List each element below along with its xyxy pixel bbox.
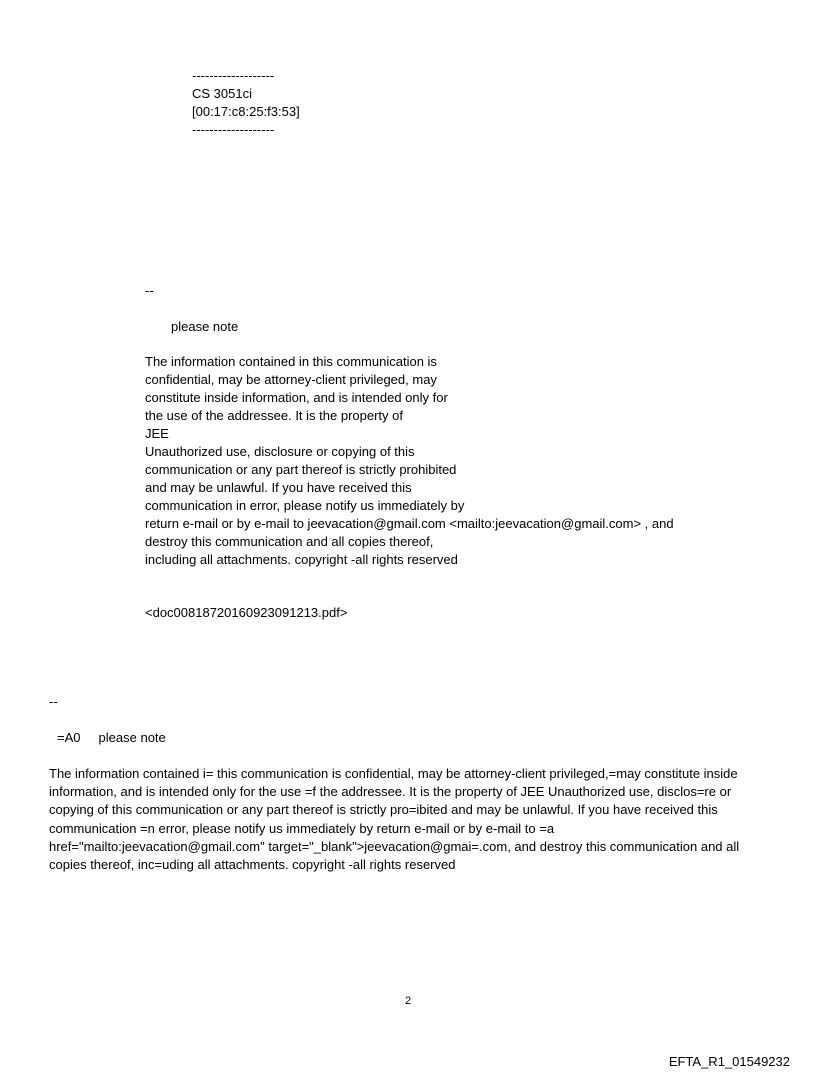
- signature-divider-top: -------------------: [192, 68, 275, 83]
- quoted-note-line: including all attachments. copyright -all rights reserved: [145, 552, 458, 567]
- device-mac-address: [00:17:c8:25:f3:53]: [192, 104, 300, 119]
- quoted-note-heading: please note: [171, 319, 239, 334]
- quoted-note-line: The information contained in this communication is: [145, 354, 437, 369]
- document-id: EFTA_R1_01549232: [668, 1054, 790, 1069]
- quoted-separator: --: [145, 283, 154, 298]
- footer-note-paragraph: The information contained i= this communication is confidential, may be attorney-client privileged,=may constitute inside information, and is intended only for the use =f the addressee. It is the property of JEE Unauthorized use, disclos=re or copying of this communication or any part thereof is strictly pro=ibited and may be unlawful. If you have received this communication =n error, please notify us immediately by return e-mail or by e-mail to =a href="mailto:jeevacation@gmail.com" target="_blank">jeevacation@gmai=.com, and destroy this communication and all copies thereof, inc=uding all attachments. copyright -all rights reserved: [49, 766, 740, 873]
- quoted-note-line: communication in error, please notify us immediately by: [145, 498, 465, 513]
- quoted-note-line: JEE: [145, 426, 169, 441]
- footer-separator: --: [49, 694, 58, 709]
- page-number: 2: [404, 995, 412, 1007]
- quoted-note-line: return e-mail or by e-mail to jeevacation@gmail.com <mailto:jeevacation@gmail.com> , and: [145, 516, 674, 531]
- quoted-note-line: destroy this communication and all copies thereof,: [145, 534, 434, 549]
- quoted-note-line: and may be unlawful. If you have received this: [145, 480, 412, 495]
- signature-divider-bottom: -------------------: [192, 122, 275, 137]
- quoted-note-line: confidential, may be attorney-client privileged, may: [145, 372, 437, 387]
- attachment-filename[interactable]: <doc00818720160923091213.pdf>: [145, 605, 348, 620]
- device-name: CS 3051ci: [192, 86, 252, 101]
- footer-note-heading: =A0 please note: [57, 730, 166, 745]
- quoted-note-line: constitute inside information, and is intended only for: [145, 390, 448, 405]
- quoted-note-line: communication or any part thereof is strictly prohibited: [145, 462, 457, 477]
- quoted-note-line: Unauthorized use, disclosure or copying of this: [145, 444, 415, 459]
- quoted-note-line: the use of the addressee. It is the property of: [145, 408, 403, 423]
